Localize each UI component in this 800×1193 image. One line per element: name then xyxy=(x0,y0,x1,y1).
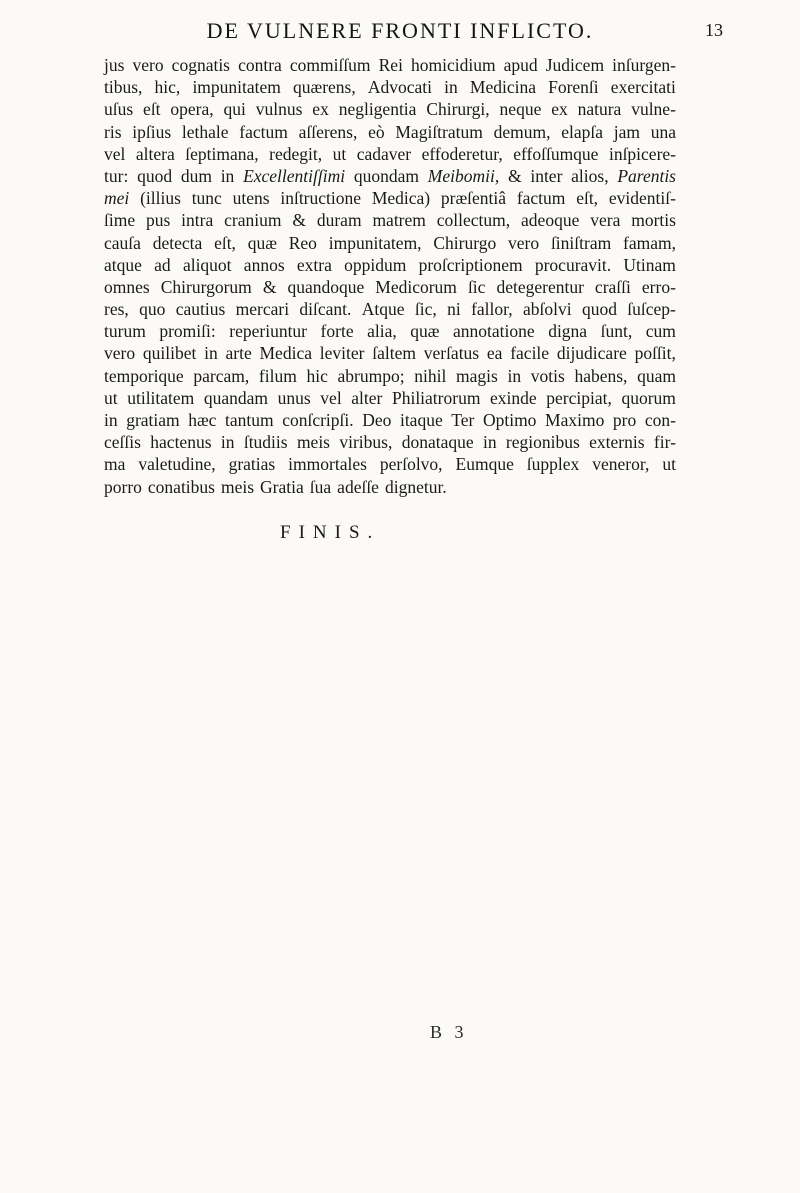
text-line xyxy=(104,254,676,276)
word: Eumque xyxy=(455,454,514,475)
word: ſupplex xyxy=(526,454,580,475)
word: dignetur. xyxy=(384,476,447,497)
word: inſtructione xyxy=(280,188,362,209)
word: adeoque xyxy=(521,210,580,231)
word: cautius xyxy=(175,299,226,320)
word: tibus, xyxy=(104,77,143,98)
word: percipiat, xyxy=(546,387,612,408)
word: immortales xyxy=(288,454,367,475)
word: apud xyxy=(503,55,538,75)
word: una xyxy=(650,121,676,142)
word: vulnus xyxy=(255,99,303,120)
word: Gratia xyxy=(260,476,304,497)
text-line xyxy=(104,232,676,254)
word: meis xyxy=(220,476,255,497)
text-line xyxy=(104,165,676,187)
word: con- xyxy=(644,410,676,430)
word: regionibus xyxy=(505,432,580,453)
word: & xyxy=(507,165,522,186)
word: quorum xyxy=(621,387,676,408)
word: & xyxy=(292,210,306,231)
word: tunc xyxy=(191,188,222,209)
word: impunitatem, xyxy=(328,232,422,253)
word: valetudine, xyxy=(138,454,216,475)
word: tantum xyxy=(225,410,274,430)
word: pus xyxy=(145,210,171,231)
word: Ter xyxy=(451,410,475,430)
word: meis xyxy=(296,432,330,453)
word: quæ xyxy=(247,232,277,253)
word: Deo xyxy=(362,410,392,430)
word: quærens, xyxy=(293,77,356,98)
text-line xyxy=(104,387,676,409)
word: ad xyxy=(154,254,171,275)
word: Meibomii, xyxy=(427,165,500,186)
running-head: DE VULNERE FRONTI INFLICTO. xyxy=(206,18,594,43)
word: vulne- xyxy=(631,99,676,120)
word: ceſſis xyxy=(104,432,141,453)
word: detecta xyxy=(152,232,203,253)
word: gratias xyxy=(228,454,276,475)
word: viribus, xyxy=(339,432,393,453)
word: leviter xyxy=(319,343,365,364)
word: temporique xyxy=(104,365,184,386)
word: jam xyxy=(613,121,640,142)
word: aliquot xyxy=(182,254,232,275)
word: ea xyxy=(486,343,503,364)
word: votis xyxy=(530,365,565,386)
word: turum xyxy=(104,321,146,342)
word: ſunt, xyxy=(600,321,633,342)
word: abſolvi xyxy=(523,299,572,320)
word: Optimo xyxy=(482,410,537,430)
word: factum xyxy=(239,121,288,142)
word: promiſi: xyxy=(159,321,216,342)
word: (illius xyxy=(140,188,181,209)
word: quod xyxy=(581,299,617,320)
word: arte xyxy=(225,343,252,364)
word: Medica xyxy=(259,343,312,364)
word: quilibet xyxy=(142,343,197,364)
word: jus xyxy=(104,55,125,75)
text-line xyxy=(104,409,676,431)
word: Chirurgi, xyxy=(426,99,490,120)
text-line xyxy=(104,209,676,231)
word: utens xyxy=(232,188,270,209)
word: Judicem xyxy=(545,55,605,75)
word: famam, xyxy=(623,232,676,253)
word: effoſſumque xyxy=(513,143,599,164)
word: filum xyxy=(258,365,297,386)
word: ſic xyxy=(467,276,486,297)
word: effoderetur, xyxy=(421,143,503,164)
word: hactenus xyxy=(150,432,212,453)
word: hic, xyxy=(154,77,181,98)
word: hæc xyxy=(188,410,217,430)
signature-mark: B 3 xyxy=(430,1022,468,1042)
finis-colophon: FINIS. xyxy=(280,522,381,543)
word: redegit, xyxy=(269,143,323,164)
word: annotatione xyxy=(453,321,535,342)
word: pro xyxy=(612,410,637,430)
word: inſurgen- xyxy=(612,55,676,75)
text-line xyxy=(104,76,676,98)
word: gratiam xyxy=(126,410,180,430)
text-line xyxy=(104,187,676,209)
word: impunitatem xyxy=(192,77,281,98)
word: ris xyxy=(104,121,122,142)
word: quod xyxy=(137,165,173,186)
word: ut xyxy=(662,454,676,475)
text-line xyxy=(104,365,676,387)
word: Maximo xyxy=(545,410,605,430)
word: dum xyxy=(180,165,212,186)
word: Forenſi xyxy=(548,77,599,98)
word: eſt, xyxy=(214,232,236,253)
word: cognatis xyxy=(171,55,230,75)
word: fir- xyxy=(653,432,676,453)
word: contra xyxy=(238,55,282,75)
word: annos xyxy=(243,254,285,275)
word: mercari xyxy=(235,299,290,320)
word: vel xyxy=(104,143,126,164)
word: matrem xyxy=(372,210,426,231)
word: Medicina xyxy=(469,77,536,98)
word: atque xyxy=(104,254,142,275)
text-line xyxy=(104,54,676,76)
word: poſſit, xyxy=(634,343,676,364)
word: Magiſtratum xyxy=(395,121,483,142)
word: quo xyxy=(139,299,166,320)
word: Rei xyxy=(378,55,403,75)
word: demum, xyxy=(493,121,551,142)
word: cranium xyxy=(224,210,282,231)
word: in xyxy=(104,410,118,430)
word: collectum, xyxy=(436,210,511,231)
word: quandoque xyxy=(287,276,365,297)
word: mei xyxy=(104,188,130,209)
word: cadaver xyxy=(356,143,412,164)
word: abrumpo; xyxy=(337,365,405,386)
word: ſaltem xyxy=(372,343,416,364)
word: ſime xyxy=(104,210,136,231)
text-line xyxy=(104,121,676,143)
word: intra xyxy=(181,210,214,231)
word: ſtudiis xyxy=(243,432,288,453)
word: Atque xyxy=(361,299,405,320)
word: vera xyxy=(590,210,621,231)
word: erro- xyxy=(641,276,676,297)
word: externis xyxy=(589,432,645,453)
word: & xyxy=(262,276,277,297)
word: Utinam xyxy=(623,254,676,275)
word: aſſerens, xyxy=(298,121,358,142)
word: hic xyxy=(306,365,328,386)
word: verſatus xyxy=(423,343,480,364)
word: procuravit. xyxy=(534,254,612,275)
word: negligentia xyxy=(338,99,417,120)
word: diſcant. xyxy=(299,299,352,320)
word: oppidum xyxy=(344,254,407,275)
word: duram xyxy=(316,210,362,231)
word: Medica) xyxy=(371,188,431,209)
word: in xyxy=(220,165,235,186)
word: in xyxy=(444,77,458,98)
word: nihil xyxy=(414,365,447,386)
text-line xyxy=(104,298,676,320)
word: proſcriptionem xyxy=(418,254,523,275)
word: altera xyxy=(135,143,175,164)
word: ma xyxy=(104,454,126,475)
word: quam xyxy=(637,365,676,386)
word: ſic, xyxy=(414,299,437,320)
word: ipſius xyxy=(132,121,172,142)
word: dijudicare xyxy=(556,343,627,364)
word: alia, xyxy=(367,321,397,342)
word: alter xyxy=(351,387,383,408)
word: inſpicere- xyxy=(608,143,676,164)
word: cauſa xyxy=(104,232,141,253)
word: Philiatrorum xyxy=(391,387,481,408)
word: homicidium xyxy=(411,55,496,75)
text-line xyxy=(104,320,676,342)
word: eò xyxy=(368,121,385,142)
word: unus xyxy=(277,387,311,408)
word: præſentiâ xyxy=(440,188,507,209)
word: reperiuntur xyxy=(229,321,308,342)
word: res, xyxy=(104,299,129,320)
word: ſua xyxy=(309,476,332,497)
word: ut xyxy=(104,387,118,408)
word: lethale xyxy=(181,121,229,142)
word: detegerentur xyxy=(496,276,584,297)
word: fallor, xyxy=(471,299,513,320)
word: conatibus xyxy=(147,476,215,497)
word: exercitati xyxy=(610,77,676,98)
word: Excellentiſſimi xyxy=(243,165,346,186)
word: extra xyxy=(296,254,332,275)
word: in xyxy=(507,365,522,386)
word: donataque xyxy=(401,432,474,453)
word: alios, xyxy=(571,165,609,186)
word: exinde xyxy=(490,387,537,408)
word: facile xyxy=(510,343,550,364)
word: perſolvo, xyxy=(379,454,443,475)
word: Chirurgo xyxy=(433,232,497,253)
word: veneror, xyxy=(592,454,650,475)
word: tur: xyxy=(104,165,129,186)
word: inter xyxy=(530,165,563,186)
word: cum xyxy=(645,321,676,342)
text-line xyxy=(104,453,676,475)
word: quandam xyxy=(203,387,269,408)
word: adeſſe xyxy=(337,476,379,497)
word: Advocati xyxy=(367,77,433,98)
text-line xyxy=(104,476,676,498)
text-line xyxy=(104,431,676,453)
word: uſus xyxy=(104,99,134,120)
word: itaque xyxy=(399,410,443,430)
text-line xyxy=(104,276,676,298)
word: forte xyxy=(320,321,354,342)
word: parcam, xyxy=(193,365,250,386)
word: conſcripſi. xyxy=(282,410,354,430)
word: factum xyxy=(516,188,566,209)
word: natura xyxy=(577,99,622,120)
word: vel xyxy=(320,387,342,408)
word: eſt, xyxy=(576,188,599,209)
word: Medicorum xyxy=(375,276,457,297)
word: magis xyxy=(456,365,498,386)
page-number: 13 xyxy=(705,20,723,40)
word: ſuſcep- xyxy=(627,299,676,320)
word: ſeptimana, xyxy=(185,143,259,164)
text-line xyxy=(104,143,676,165)
word: evidentiſ- xyxy=(608,188,676,209)
word: quæ xyxy=(410,321,440,342)
word: in xyxy=(482,432,497,453)
word: vero xyxy=(508,232,540,253)
word: ex xyxy=(312,99,329,120)
word: elapſa xyxy=(561,121,603,142)
word: Reo xyxy=(288,232,317,253)
word: ex xyxy=(551,99,568,120)
word: qui xyxy=(223,99,246,120)
word: Chirurgorum xyxy=(160,276,252,297)
body-text xyxy=(104,54,676,498)
word: eſt xyxy=(143,99,161,120)
word: mortis xyxy=(631,210,676,231)
word: utilitatem xyxy=(127,387,195,408)
word: opera, xyxy=(170,99,214,120)
word: in xyxy=(220,432,235,453)
word: quondam xyxy=(353,165,419,186)
word: craſſi xyxy=(594,276,631,297)
word: ni xyxy=(447,299,461,320)
word: in xyxy=(204,343,218,364)
word: vero xyxy=(104,343,136,364)
word: habens, xyxy=(574,365,628,386)
word: omnes xyxy=(104,276,150,297)
word: Parentis xyxy=(617,165,676,186)
word: commiſſum xyxy=(289,55,371,75)
word: neque xyxy=(499,99,542,120)
word: digna xyxy=(548,321,588,342)
word: porro xyxy=(104,476,142,497)
text-line xyxy=(104,342,676,364)
word: vero xyxy=(132,55,164,75)
word: ſiniſtram xyxy=(550,232,612,253)
word: ut xyxy=(332,143,347,164)
text-line xyxy=(104,98,676,120)
